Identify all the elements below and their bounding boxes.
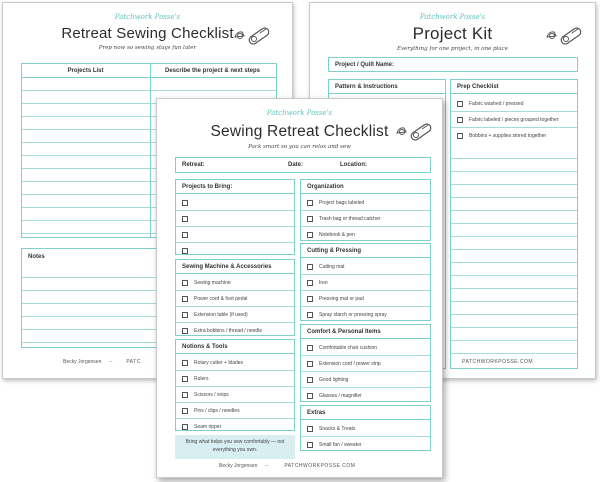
checkbox[interactable] — [307, 442, 313, 448]
projects-to-bring-box — [175, 179, 295, 255]
footer-name: Becky Jorgensen — [219, 463, 258, 469]
signature-mark: ~ — [264, 463, 269, 469]
describe-header: Describe the project & next steps — [164, 68, 261, 74]
footer — [219, 463, 355, 469]
checkbox[interactable] — [307, 200, 313, 206]
list-item[interactable]: Seam ripper — [176, 419, 294, 435]
list-item[interactable]: Small fan / sweater — [301, 437, 430, 453]
list-item[interactable]: Fabric labeled / pieces grouped together — [451, 112, 577, 128]
list-item[interactable]: Bobbins + supplies stored together — [451, 128, 577, 144]
list-item[interactable]: Snacks & Treats — [301, 421, 430, 437]
checkbox[interactable] — [182, 392, 188, 398]
checkbox[interactable] — [307, 345, 313, 351]
date-label: Date: — [288, 162, 304, 168]
list-item[interactable]: Rulers — [176, 371, 294, 387]
retreat-info-field — [175, 157, 431, 173]
brand-label: Patchwork Posse's — [419, 13, 486, 21]
footer — [63, 359, 141, 365]
prep-checklist-box — [450, 79, 578, 369]
checkbox[interactable] — [182, 232, 188, 238]
list-item[interactable]: Sewing machine — [176, 275, 294, 291]
checkbox[interactable] — [457, 117, 463, 123]
projects-header: Projects to Bring: — [176, 180, 294, 194]
list-item[interactable]: Iron — [301, 275, 430, 291]
checkbox[interactable] — [182, 200, 188, 206]
list-item[interactable] — [176, 227, 294, 243]
comfort-items-box — [300, 324, 431, 402]
extras-box — [300, 405, 431, 451]
checkbox[interactable] — [457, 101, 463, 107]
notions-tools-box — [175, 339, 295, 431]
machine-header: Sewing Machine & Accessories — [176, 260, 294, 274]
checkbox[interactable] — [182, 216, 188, 222]
checkbox[interactable] — [182, 312, 188, 318]
list-item[interactable] — [176, 211, 294, 227]
sewing-machine-icon — [395, 119, 435, 141]
page-title: Retreat Sewing Checklist — [61, 25, 234, 42]
list-item[interactable]: Notebook & pen — [301, 227, 430, 243]
projects-list-header: Projects List — [67, 68, 104, 74]
sewing-retreat-checklist-page — [156, 98, 443, 478]
checkbox[interactable] — [307, 264, 313, 270]
organization-header: Organization — [301, 180, 430, 194]
checkbox[interactable] — [182, 248, 188, 254]
page-subtitle: Everything for one project, in one place — [396, 46, 509, 52]
organization-box — [300, 179, 431, 241]
checkbox[interactable] — [182, 376, 188, 382]
list-item[interactable]: Cutting mat — [301, 259, 430, 275]
checkbox[interactable] — [182, 296, 188, 302]
brand-label: Patchwork Posse's — [266, 109, 333, 117]
page-title: Sewing Retreat Checklist — [210, 123, 389, 140]
extras-header: Extras — [301, 406, 430, 420]
pattern-header: Pattern & Instructions — [329, 80, 445, 94]
page-subtitle: Prep now so sewing stays fun later — [98, 45, 197, 51]
retreat-label: Retreat: — [182, 162, 205, 168]
page-title: Project Kit — [412, 24, 493, 43]
list-item[interactable]: Extension table (if used) — [176, 307, 294, 323]
prep-header: Prep Checklist — [451, 80, 577, 94]
cutting-header: Cutting & Pressing — [301, 244, 430, 258]
list-item[interactable]: Power cord & foot pedal — [176, 291, 294, 307]
list-item[interactable]: Scissors / snips — [176, 387, 294, 403]
checkbox[interactable] — [307, 377, 313, 383]
checkbox[interactable] — [182, 424, 188, 430]
list-item[interactable]: Pressing mat or pad — [301, 291, 430, 307]
checkbox[interactable] — [307, 216, 313, 222]
list-item[interactable]: Trash bag or thread catcher — [301, 211, 430, 227]
checkbox[interactable] — [182, 328, 188, 334]
checkbox[interactable] — [307, 312, 313, 318]
checkbox[interactable] — [457, 133, 463, 139]
list-item[interactable]: Spray starch or pressing spray — [301, 307, 430, 323]
list-item[interactable]: Glasses / magnifier — [301, 388, 430, 404]
checkbox[interactable] — [307, 296, 313, 302]
list-item[interactable]: Rotary cutter + blades — [176, 355, 294, 371]
project-name-field — [328, 57, 578, 72]
list-item[interactable]: Project bags labeled — [301, 195, 430, 211]
checkbox[interactable] — [307, 426, 313, 432]
sewing-machine-icon — [233, 23, 273, 45]
page-subtitle: Pack smart so you can relax and sew — [248, 144, 351, 150]
list-item[interactable] — [176, 243, 294, 259]
list-item[interactable]: Pins / clips / needles — [176, 403, 294, 419]
signature-mark: ~ — [108, 359, 113, 365]
checkbox[interactable] — [182, 280, 188, 286]
comfort-header: Comfort & Personal Items — [301, 325, 430, 339]
brand-label: Patchwork Posse's — [114, 13, 181, 21]
list-item[interactable]: Extra bobbins / thread / needle — [176, 323, 294, 339]
list-item[interactable] — [176, 195, 294, 211]
checkbox[interactable] — [182, 408, 188, 414]
project-name-label: Project / Quilt Name: — [335, 62, 395, 68]
list-item[interactable]: Comfortable chair cushion — [301, 340, 430, 356]
checkbox[interactable] — [307, 361, 313, 367]
sewing-machine-icon — [545, 23, 585, 45]
cutting-pressing-box — [300, 243, 431, 321]
notes-label: Notes — [28, 254, 45, 260]
checkbox[interactable] — [307, 280, 313, 286]
footer-url: PATCHWORKPOSSE.COM — [462, 359, 534, 365]
location-label: Location: — [340, 162, 367, 168]
footer-url: PATC — [126, 359, 141, 365]
notions-header: Notions & Tools — [176, 340, 294, 354]
footer-name: Becky Jorgensen — [63, 359, 102, 365]
checkbox[interactable] — [307, 393, 313, 399]
sewing-machine-box — [175, 259, 295, 336]
tip-note: Bring what helps you sew comfortably — not everything you own. — [175, 435, 295, 459]
checkbox[interactable] — [182, 360, 188, 366]
checkbox[interactable] — [307, 232, 313, 238]
list-item[interactable]: Fabric washed / pressed — [451, 96, 577, 112]
list-item[interactable]: Good lighting — [301, 372, 430, 388]
list-item[interactable]: Extension cord / power strip — [301, 356, 430, 372]
footer-url: PATCHWORKPOSSE.COM — [284, 463, 356, 469]
